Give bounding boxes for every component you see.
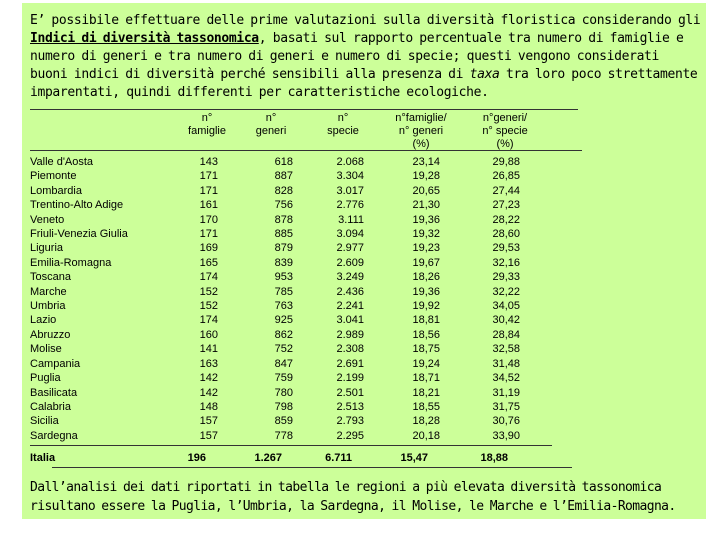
table-row <box>30 169 520 183</box>
generi-specie-ratio: 32,22 <box>492 285 520 298</box>
generi-specie-ratio: 34,52 <box>492 372 520 385</box>
famiglie-generi-ratio: 18,56 <box>412 328 440 341</box>
table-top-rule <box>30 109 578 110</box>
region-name: Lombardia <box>30 184 82 197</box>
data-table-body <box>30 155 520 443</box>
table-row <box>30 386 520 400</box>
region-name: Piemonte <box>30 170 77 183</box>
header-fam-gen-line1: n°famiglie/ <box>395 112 447 124</box>
table-row <box>30 270 520 284</box>
specie-value: 2.436 <box>336 285 364 298</box>
total-top-rule <box>30 445 552 446</box>
generi-value: 828 <box>274 184 293 197</box>
famiglie-value: 152 <box>199 300 218 313</box>
intro-taxa: taxa <box>469 67 500 82</box>
total-famiglie-generi-ratio: 15,47 <box>400 452 428 464</box>
specie-value: 2.501 <box>336 386 364 399</box>
famiglie-value: 165 <box>199 256 218 269</box>
total-specie: 6.711 <box>325 452 352 464</box>
generi-specie-ratio: 31,75 <box>492 400 520 413</box>
famiglie-generi-ratio: 23,14 <box>412 156 440 168</box>
specie-value: 3.111 <box>338 213 364 226</box>
generi-specie-ratio: 29,88 <box>492 156 520 168</box>
header-generi-line1: n° <box>265 112 277 124</box>
famiglie-generi-ratio: 19,36 <box>412 285 440 298</box>
generi-specie-ratio: 30,76 <box>492 415 520 428</box>
famiglie-generi-ratio: 19,32 <box>412 228 440 241</box>
generi-value: 862 <box>274 328 293 341</box>
total-bottom-rule <box>52 467 572 468</box>
intro-paragraph <box>30 12 702 102</box>
specie-value: 3.304 <box>336 170 364 183</box>
region-name: Sardegna <box>30 429 78 442</box>
intro-text-3: tra loro poco strettamente imparentati, quindi differenti per caratteristiche ecologiche. <box>30 67 698 100</box>
conclusion-paragraph: Dall’analisi dei dati riportati in tabella le regioni a più elevata diversità tassonomica risultano essere la Puglia, l’Umbria, la Sardegna, il Molise, le Marche e l’Emilia-Romagna. <box>30 480 676 514</box>
generi-specie-ratio: 27,44 <box>492 184 520 197</box>
header-famiglie-line2: famiglie <box>188 125 226 137</box>
total-famiglie: 196 <box>187 452 206 464</box>
header-fam-gen-line3: (%) <box>412 138 430 150</box>
generi-value: 879 <box>274 242 293 255</box>
specie-value: 3.017 <box>336 184 364 197</box>
famiglie-generi-ratio: 19,36 <box>412 213 440 226</box>
famiglie-value: 152 <box>199 285 218 298</box>
famiglie-value: 171 <box>199 184 218 197</box>
famiglie-generi-ratio: 18,21 <box>412 386 440 399</box>
generi-specie-ratio: 31,48 <box>492 357 520 370</box>
famiglie-value: 174 <box>199 314 218 327</box>
total-generi: 1.267 <box>254 452 282 464</box>
slide <box>22 3 706 519</box>
famiglie-generi-ratio: 18,26 <box>412 271 440 284</box>
header-gen-spe-line1: n°generi/ <box>482 112 528 124</box>
table-row <box>30 241 520 255</box>
specie-value: 2.793 <box>336 415 364 428</box>
famiglie-value: 142 <box>199 372 218 385</box>
header-bottom-rule <box>30 150 582 151</box>
table-row <box>30 184 520 198</box>
generi-specie-ratio: 28,60 <box>492 228 520 241</box>
table-row <box>30 313 520 327</box>
header-generi-line2: generi <box>255 125 287 137</box>
region-name: Valle d'Aosta <box>30 156 94 168</box>
specie-value: 2.977 <box>336 242 364 255</box>
generi-specie-ratio: 30,42 <box>492 314 520 327</box>
specie-value: 2.989 <box>336 328 364 341</box>
header-specie <box>308 112 378 138</box>
famiglie-generi-ratio: 18,71 <box>412 372 440 385</box>
region-name: Trentino-Alto Adige <box>30 199 124 212</box>
famiglie-generi-ratio: 20,18 <box>412 429 440 442</box>
region-name: Campania <box>30 357 81 370</box>
specie-value: 2.691 <box>336 357 364 370</box>
region-name: Veneto <box>30 213 65 226</box>
intro-term: Indici di diversità tassonomica <box>30 31 259 46</box>
famiglie-generi-ratio: 19,67 <box>412 256 440 269</box>
table-row <box>30 371 520 385</box>
header-famiglie-generi-ratio <box>379 112 463 151</box>
table-row <box>30 213 520 227</box>
data-table <box>30 155 520 443</box>
table-row <box>30 299 520 313</box>
region-name: Basilicata <box>30 386 78 399</box>
generi-value: 839 <box>274 256 293 269</box>
specie-value: 3.041 <box>336 314 364 327</box>
famiglie-value: 174 <box>199 271 218 284</box>
header-famiglie <box>172 112 242 138</box>
header-generi <box>236 112 306 138</box>
header-specie-line1: n° <box>337 112 349 124</box>
famiglie-value: 171 <box>199 170 218 183</box>
region-name: Toscana <box>30 271 71 284</box>
famiglie-generi-ratio: 19,23 <box>412 242 440 255</box>
specie-value: 3.249 <box>336 271 364 284</box>
generi-value: 925 <box>274 314 293 327</box>
specie-value: 2.241 <box>336 300 364 313</box>
table-row <box>30 256 520 270</box>
generi-value: 752 <box>274 343 293 356</box>
specie-value: 2.776 <box>336 199 364 212</box>
generi-specie-ratio: 26,85 <box>492 170 520 183</box>
specie-value: 2.295 <box>336 429 364 442</box>
famiglie-value: 160 <box>199 328 218 341</box>
header-gen-spe-line2: n° specie <box>482 125 528 137</box>
generi-value: 953 <box>274 271 293 284</box>
header-specie-line2: specie <box>327 125 359 137</box>
generi-value: 763 <box>274 300 293 313</box>
famiglie-value: 148 <box>199 400 218 413</box>
generi-specie-ratio: 34,05 <box>492 300 520 313</box>
famiglie-value: 157 <box>199 415 218 428</box>
generi-specie-ratio: 33,90 <box>492 429 520 442</box>
specie-value: 2.308 <box>336 343 364 356</box>
generi-value: 878 <box>274 213 293 226</box>
generi-value: 778 <box>274 429 293 442</box>
generi-value: 847 <box>274 357 293 370</box>
header-generi-specie-ratio <box>463 112 547 151</box>
famiglie-value: 171 <box>199 228 218 241</box>
famiglie-value: 141 <box>199 343 218 356</box>
generi-specie-ratio: 28,84 <box>492 328 520 341</box>
generi-value: 780 <box>274 386 293 399</box>
generi-value: 798 <box>274 400 293 413</box>
region-name: Marche <box>30 285 67 298</box>
generi-specie-ratio: 27,23 <box>492 199 520 212</box>
generi-value: 756 <box>274 199 293 212</box>
table-row <box>30 429 520 443</box>
header-famiglie-line1: n° <box>201 112 213 124</box>
generi-value: 785 <box>274 285 293 298</box>
table-row <box>30 227 520 241</box>
generi-specie-ratio: 32,58 <box>492 343 520 356</box>
generi-specie-ratio: 32,16 <box>492 256 520 269</box>
generi-value: 887 <box>274 170 293 183</box>
specie-value: 2.068 <box>336 156 364 168</box>
specie-value: 2.199 <box>336 372 364 385</box>
table-row <box>30 400 520 414</box>
intro-text-1: E’ possibile effettuare delle prime valutazioni sulla diversità floristica considerando gli <box>30 13 701 28</box>
generi-specie-ratio: 29,33 <box>492 271 520 284</box>
region-name: Calabria <box>30 400 71 413</box>
generi-specie-ratio: 31,19 <box>492 386 520 399</box>
famiglie-value: 143 <box>199 156 218 168</box>
famiglie-generi-ratio: 21,30 <box>412 199 440 212</box>
famiglie-generi-ratio: 19,24 <box>412 357 440 370</box>
generi-value: 885 <box>274 228 293 241</box>
generi-value: 759 <box>274 372 293 385</box>
famiglie-generi-ratio: 18,28 <box>412 415 440 428</box>
famiglie-value: 163 <box>199 357 218 370</box>
total-generi-specie-ratio: 18,88 <box>480 452 508 464</box>
total-name: Italia <box>30 452 56 464</box>
famiglie-value: 161 <box>199 199 218 212</box>
famiglie-generi-ratio: 19,92 <box>412 300 440 313</box>
table-row <box>30 155 520 169</box>
generi-specie-ratio: 29,53 <box>492 242 520 255</box>
specie-value: 2.513 <box>336 400 364 413</box>
famiglie-generi-ratio: 20,65 <box>412 184 440 197</box>
table-row <box>30 285 520 299</box>
region-name: Sicilia <box>30 415 59 428</box>
famiglie-value: 157 <box>199 429 218 442</box>
header-gen-spe-line3: (%) <box>496 138 514 150</box>
generi-specie-ratio: 28,22 <box>492 213 520 226</box>
famiglie-generi-ratio: 18,55 <box>412 400 440 413</box>
table-row <box>30 198 520 212</box>
generi-value: 859 <box>274 415 293 428</box>
region-name: Emilia-Romagna <box>30 256 112 269</box>
famiglie-value: 170 <box>199 213 218 226</box>
region-name: Friuli-Venezia Giulia <box>30 228 128 241</box>
table-row <box>30 414 520 428</box>
famiglie-value: 142 <box>199 386 218 399</box>
intro-text-2: , basati sul rapporto percentuale tra numero di famiglie e numero di generi e tra numero di generi e numero di specie; questi vengono considerati buoni indici di diversità perché sensibili alla presenza di <box>30 31 684 82</box>
famiglie-generi-ratio: 18,81 <box>412 314 440 327</box>
header-fam-gen-line2: n° generi <box>398 125 444 137</box>
region-name: Lazio <box>30 314 57 327</box>
table-row <box>30 328 520 342</box>
table-row <box>30 357 520 371</box>
specie-value: 2.609 <box>336 256 364 269</box>
famiglie-generi-ratio: 19,28 <box>412 170 440 183</box>
region-name: Liguria <box>30 242 64 255</box>
region-name: Molise <box>30 343 62 356</box>
region-name: Abruzzo <box>30 328 71 341</box>
region-name: Puglia <box>30 372 61 385</box>
famiglie-value: 169 <box>199 242 218 255</box>
specie-value: 3.094 <box>336 228 364 241</box>
table-row <box>30 342 520 356</box>
generi-value: 618 <box>274 156 293 168</box>
famiglie-generi-ratio: 18,75 <box>412 343 440 356</box>
region-name: Umbria <box>30 300 66 313</box>
